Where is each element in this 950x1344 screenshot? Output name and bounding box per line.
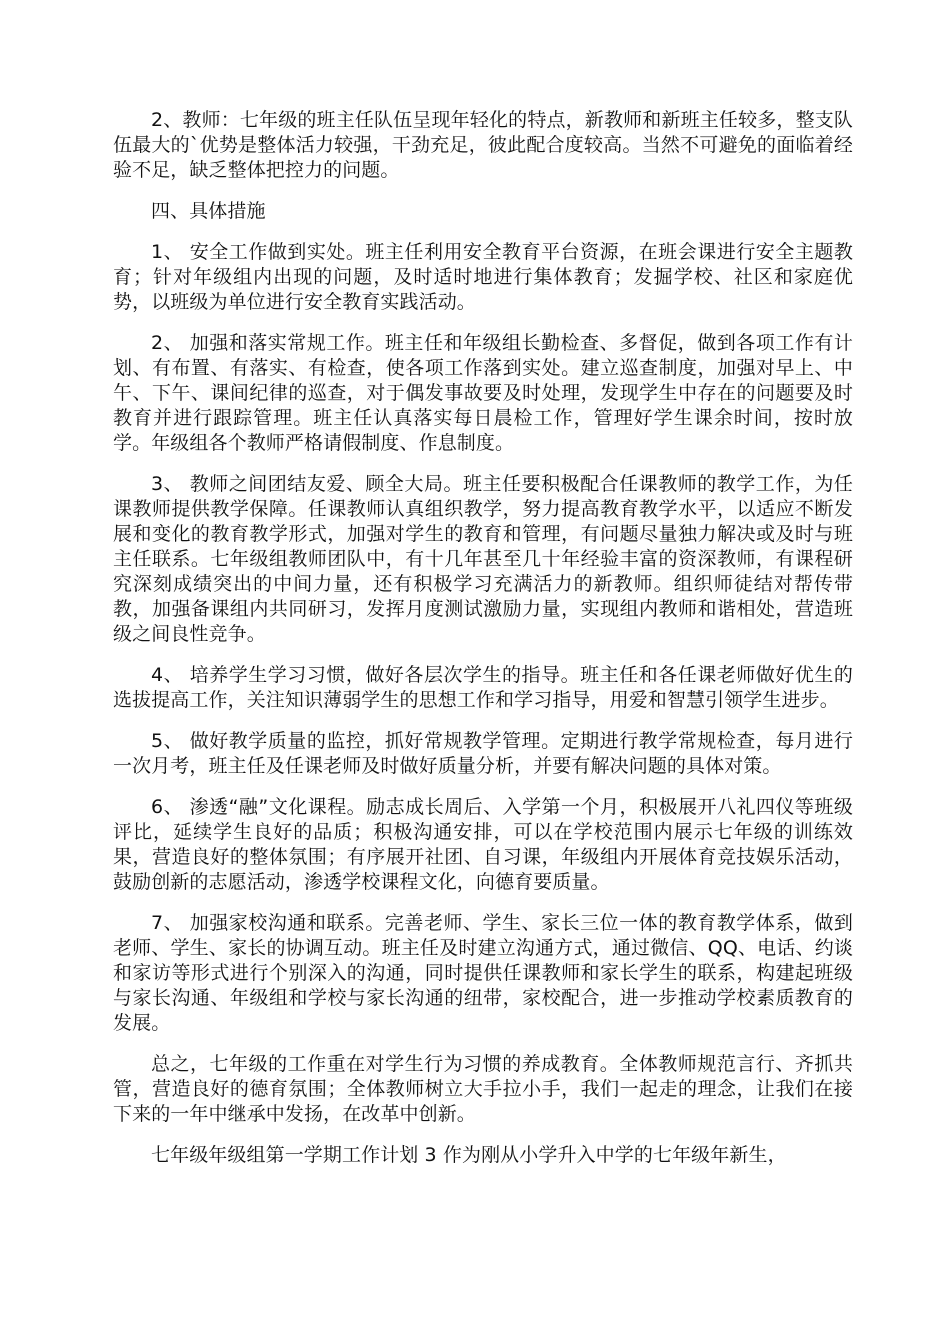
paragraph-measure-2: 2、 加强和落实常规工作。班主任和年级组长勤检查、多督促，做到各项工作有计划、有布置、有落实、有检查，使各项工作落到实处。建立巡查制度，加强对早上、中午、下午、课间纪律的巡查，对于偶发事故要及时处理，发现学生中存在的问题要及时教育并进行跟踪管理。班主任认真落实每日晨检工作，管理好学生课余时间，按时放学。年级组各个教师严格请假制度、作息制度。	[113, 332, 853, 454]
document-body	[113, 108, 853, 1184]
section-heading-measures: 四、具体措施	[151, 200, 266, 222]
paragraph-measure-5: 5、 做好教学质量的监控，抓好常规教学管理。定期进行教学常规检查，每月进行一次月考，班主任及任课老师及时做好质量分析，并要有解决问题的具体对策。	[113, 730, 853, 777]
paragraph-next-plan: 七年级年级组第一学期工作计划 3 作为刚从小学升入中学的七年级年新生，	[151, 1144, 787, 1166]
paragraph-summary: 总之，七年级的工作重在对学生行为习惯的养成教育。全体教师规范言行、齐抓共管，营造良好的德育氛围；全体教师树立大手拉小手，我们一起走的理念，让我们在接下来的一年中继承中发扬，在改革中创新。	[113, 1053, 853, 1125]
paragraph-measure-1: 1、 安全工作做到实处。班主任利用安全教育平台资源，在班会课进行安全主题教育；针对年级组内出现的问题，及时适时地进行集体教育；发掘学校、社区和家庭优势，以班级为单位进行安全教育实践活动。	[113, 241, 853, 313]
paragraph-measure-6: 6、 渗透“融”文化课程。励志成长周后、入学第一个月，积极展开八礼四仪等班级评比，延续学生良好的品质；积极沟通安排，可以在学校范围内展示七年级的训练效果，营造良好的整体氛围；有序展开社团、自习课，年级组内开展体育竞技娱乐活动，鼓励创新的志愿活动，渗透学校课程文化，向德育要质量。	[113, 796, 853, 893]
paragraph-measure-4: 4、 培养学生学习习惯，做好各层次学生的指导。班主任和各任课老师做好优生的选拔提高工作，关注知识薄弱学生的思想工作和学习指导，用爱和智慧引领学生进步。	[113, 664, 853, 711]
paragraph-measure-7: 7、 加强家校沟通和联系。完善老师、学生、家长三位一体的教育教学体系，做到老师、学生、家长的协调互动。班主任及时建立沟通方式，通过微信、QQ、电话、约谈和家访等形式进行个别深入的沟通，同时提供任课教师和家长学生的联系，构建起班级与家长沟通、年级组和学校与家长沟通的纽带，家校配合，进一步推动学校素质教育的发展。	[113, 912, 853, 1034]
paragraph-teachers: 2、教师：七年级的班主任队伍呈现年轻化的特点，新教师和新班主任较多，整支队伍最大的`优势是整体活力较强，干劲充足，彼此配合度较高。当然不可避免的面临着经验不足，缺乏整体把控力的问题。	[113, 109, 853, 181]
paragraph-measure-3: 3、 教师之间团结友爱、顾全大局。班主任要积极配合任课教师的教学工作，为任课教师提供教学保障。任课教师认真组织教学，努力提高教育教学水平，以适应不断发展和变化的教育教学形式，加强对学生的教育和管理，有问题尽量独力解决或及时与班主任联系。七年级组教师团队中，有十几年甚至几十年经验丰富的资深教师，有课程研究深刻成绩突出的中间力量，还有积极学习充满活力的新教师。组织师徒结对帮传带教，加强备课组内共同研习，发挥月度测试激励力量，实现组内教师和谐相处，营造班级之间良性竞争。	[113, 473, 853, 645]
